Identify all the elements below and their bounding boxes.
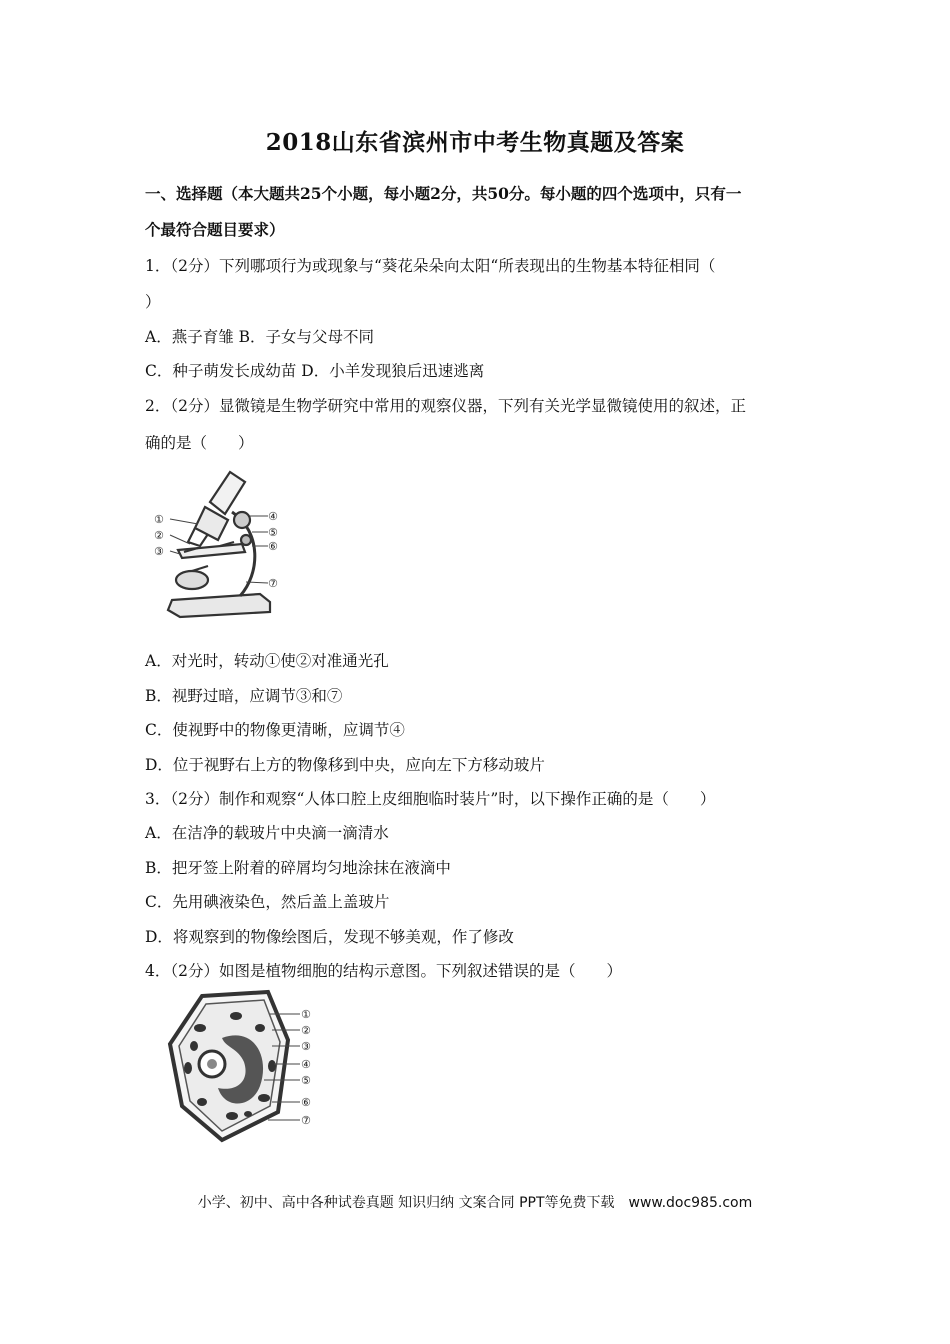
cell-label-4: ④ — [301, 1058, 311, 1071]
microscope-label-1: ① — [154, 513, 164, 526]
microscope-label-7: ⑦ — [268, 577, 278, 590]
cell-label-2: ② — [301, 1024, 311, 1037]
microscope-figure — [150, 462, 290, 622]
plant-cell-figure — [160, 988, 325, 1150]
cell-label-3: ③ — [301, 1040, 311, 1053]
q4-stem: 4．（2分）如图是植物细胞的结构示意图。下列叙述错误的是（ ） — [145, 962, 622, 980]
microscope-label-4: ④ — [268, 510, 278, 523]
cell-label-6: ⑥ — [301, 1096, 311, 1109]
q3-option-c: C．先用碘液染色，然后盖上盖玻片 — [145, 893, 390, 911]
microscope-label-2: ② — [154, 529, 164, 542]
q2-option-c: C．使视野中的物像更清晰，应调节④ — [145, 721, 405, 739]
q2-stem: 2．（2分）显微镜是生物学研究中常用的观察仪器，下列有关光学显微镜使用的叙述，正 — [145, 397, 746, 415]
cell-label-5: ⑤ — [301, 1074, 311, 1087]
section-heading-cont: 个最符合题目要求） — [145, 220, 285, 239]
q2-option-d: D．位于视野右上方的物像移到中央，应向左下方移动玻片 — [145, 756, 545, 774]
q3-stem: 3．（2分）制作和观察“人体口腔上皮细胞临时装片”时，以下操作正确的是（ ） — [145, 790, 716, 808]
q1-option-cd: C．种子萌发长成幼苗 D．小羊发现狼后迅速逃离 — [145, 362, 485, 380]
page-title: 2018山东省滨州市中考生物真题及答案 — [265, 129, 685, 156]
page-footer: 小学、初中、高中各种试卷真题 知识归纳 文案合同 PPT等免费下载 www.doc985.com — [197, 1195, 753, 1211]
q3-option-d: D．将观察到的物像绘图后，发现不够美观，作了修改 — [145, 928, 514, 946]
q1-stem-cont: ） — [145, 293, 161, 311]
q1-option-ab: A．燕子育雏 B．子女与父母不同 — [145, 328, 375, 346]
q2-option-b: B．视野过暗，应调节③和⑦ — [145, 687, 343, 705]
microscope-label-6: ⑥ — [268, 540, 278, 553]
q3-option-a: A．在洁净的载玻片中央滴一滴清水 — [145, 824, 389, 842]
q3-option-b: B．把牙签上附着的碎屑均匀地涂抹在液滴中 — [145, 859, 451, 877]
section-heading: 一、选择题（本大题共25个小题，每小题2分，共50分。每小题的四个选项中，只有一 — [145, 184, 742, 203]
q2-stem-cont: 确的是（ ） — [145, 434, 254, 452]
q2-option-a: A．对光时，转动①使②对准通光孔 — [145, 652, 389, 670]
cell-label-7: ⑦ — [301, 1114, 311, 1127]
microscope-label-5: ⑤ — [268, 526, 278, 539]
microscope-label-3: ③ — [154, 545, 164, 558]
cell-label-1: ① — [301, 1008, 311, 1021]
q1-stem: 1．（2分）下列哪项行为或现象与“葵花朵朵向太阳“所表现出的生物基本特征相同（ — [145, 257, 716, 275]
